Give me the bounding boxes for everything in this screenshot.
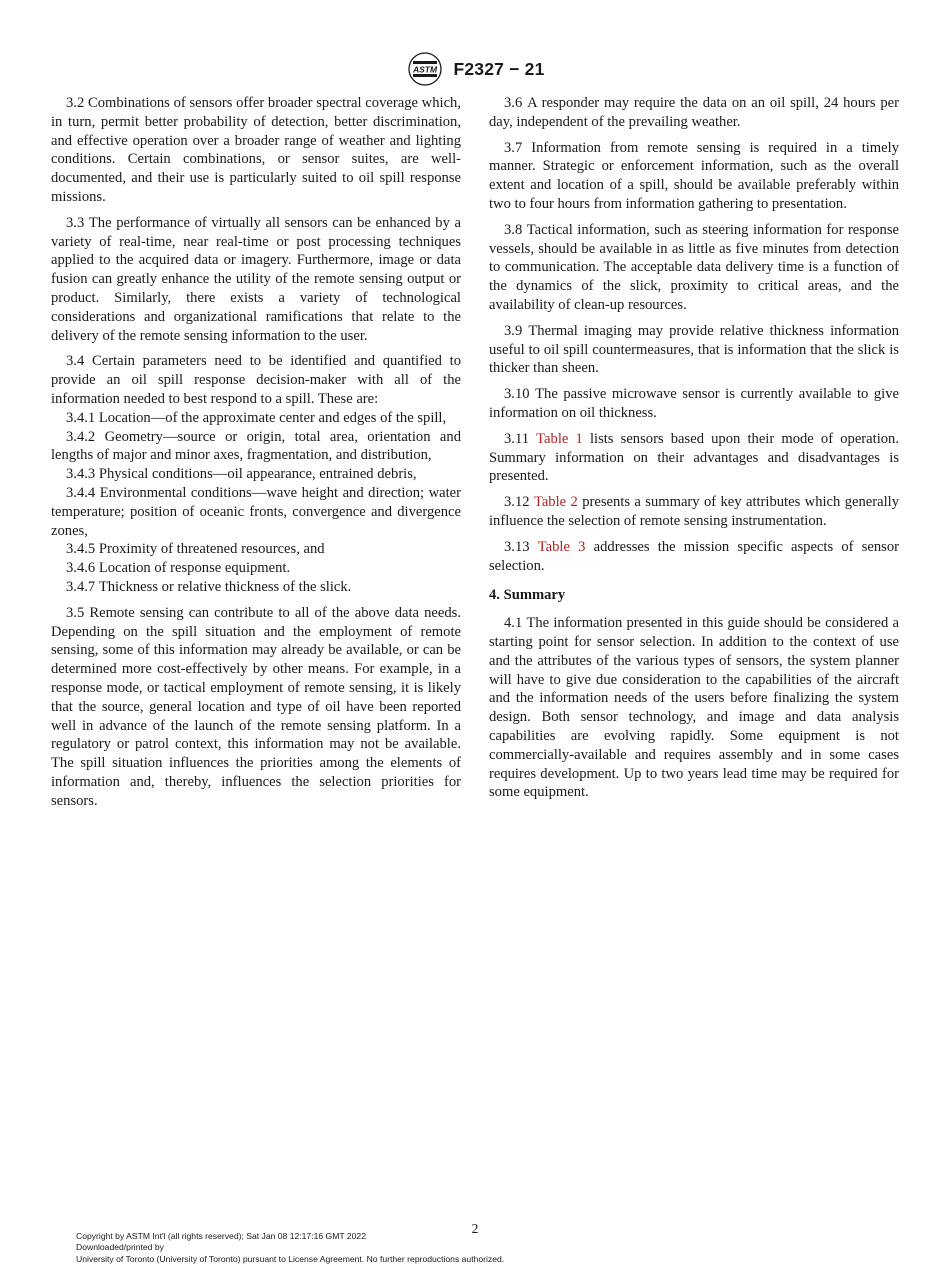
paragraph-text: The passive microwave sensor is currently available to give information on oil thickness. bbox=[489, 386, 899, 421]
clause-number: 3.8 bbox=[504, 221, 523, 238]
paragraph-text: Certain parameters need to be identified and quantified to provide an oil spill response decision-maker with all of the information needed to best respond to a spill. These are: bbox=[51, 353, 461, 407]
paragraph-3-4-3 bbox=[51, 465, 461, 484]
paragraph-3-4-5 bbox=[51, 540, 461, 559]
clause-number: 3.10 bbox=[504, 386, 530, 403]
paragraph-3-5 bbox=[51, 604, 461, 811]
page-header bbox=[0, 52, 950, 86]
paragraph-text: Thermal imaging may provide relative thickness information useful to oil spill countermeasures, that is information that the slick is thicker than sheen. bbox=[489, 322, 899, 377]
paragraph-3-7 bbox=[489, 139, 899, 214]
page-number: 2 bbox=[471, 1221, 479, 1236]
paragraph-text: addresses the mission specific aspects of sensor selection. bbox=[489, 538, 899, 574]
clause-number: 3.4.5 bbox=[66, 541, 96, 558]
footer-license-line: University of Toronto (University of Toronto) pursuant to License Agreement. No further reproductions authorized. bbox=[76, 1253, 505, 1264]
table-1-link[interactable]: Table 1 bbox=[536, 430, 583, 447]
paragraph-text: Location of response equipment. bbox=[98, 560, 291, 577]
clause-number: 3.7 bbox=[504, 139, 523, 156]
clause-number: 3.4.3 bbox=[66, 466, 96, 483]
footer-copyright-line: Copyright by ASTM Int'l (all rights reserved); Sat Jan 08 12:17:16 GMT 2022 bbox=[76, 1231, 366, 1241]
paragraph-3-13 bbox=[489, 538, 899, 576]
right-column bbox=[489, 94, 899, 809]
paragraph-text: Information from remote sensing is required in a timely manner. Strategic or enforcement information, such as the overall extent and location of a spill, should be available preferably within two to four hours from information gathering to presentation. bbox=[489, 139, 899, 212]
paragraph-3-6 bbox=[489, 94, 899, 132]
paragraph-text: A responder may require the data on an oil spill, 24 hours per day, independent of the prevailing weather. bbox=[489, 95, 899, 130]
paragraph-3-10 bbox=[489, 385, 899, 423]
document-id: F2327 − 21 bbox=[453, 58, 545, 79]
paragraph-text: presents a summary of key attributes which generally influence the selection of remote sensing instrumentation. bbox=[489, 494, 899, 529]
paragraph-text: Environmental conditions—wave height and direction; water temperature; position of oceanic fronts, convergence and divergence zones, bbox=[51, 484, 461, 539]
paragraph-3-8 bbox=[489, 221, 899, 315]
footer-downloaded-line: Downloaded/printed by bbox=[76, 1242, 164, 1253]
clause-number: 3.13 bbox=[504, 538, 530, 555]
clause-number: 3.4.2 bbox=[66, 428, 96, 445]
paragraph-text: Remote sensing can contribute to all of the above data needs. Depending on the spill situation and the employment of remote sensing, some of this information may already be available, or can be determined more cost-effectively by other means. For example, in a response mode, or tactical employment of remote sensing, it is likely that the source, general location and type of oil have been reported well in advance of the launch of the remote sensing platform. In a regulatory or patrol context, this information may not be available. The spill situation influences the priorities among the elements of information and, thereby, influences the selection priorities for sensors. bbox=[51, 604, 461, 809]
paragraph-text: Location—of the approximate center and edges of the spill, bbox=[98, 409, 447, 426]
clause-number: 3.4.1 bbox=[66, 409, 96, 426]
clause-number: 3.12 bbox=[504, 494, 530, 511]
paragraph-text: Thickness or relative thickness of the slick. bbox=[98, 578, 352, 595]
clause-number: 3.6 bbox=[504, 95, 523, 111]
paragraph-3-2 bbox=[51, 94, 461, 207]
astm-logo-text: ASTM bbox=[413, 64, 438, 75]
paragraph-text: Physical conditions—oil appearance, entrained debris, bbox=[98, 466, 417, 483]
paragraph-text: Tactical information, such as steering information for response vessels, should be available in as little as five minutes from detection to communication. The acceptable data delivery time is a function of the dynamics of the slick, proximity to critical areas, and the availability of clean-up resources. bbox=[489, 221, 900, 313]
paragraph-3-4-4 bbox=[51, 484, 461, 540]
paragraph-3-4-7 bbox=[51, 578, 461, 597]
astm-logo-icon bbox=[405, 52, 445, 86]
clause-number: 3.4.4 bbox=[66, 484, 96, 501]
paragraph-3-4-6 bbox=[51, 559, 461, 578]
clause-number: 3.11 bbox=[504, 430, 529, 447]
paragraph-text: Geometry—source or origin, total area, orientation and lengths of major and minor axes, fragmentation, and distribution, bbox=[51, 428, 461, 464]
clause-number: 3.4.6 bbox=[66, 560, 96, 577]
paragraph-4-1 bbox=[489, 614, 899, 802]
table-3-link[interactable]: Table 3 bbox=[537, 538, 586, 555]
clause-number: 3.3 bbox=[66, 214, 85, 231]
paragraph-3-11 bbox=[489, 430, 899, 486]
clause-number: 3.4 bbox=[66, 353, 85, 370]
paragraph-text: Combinations of sensors offer broader spectral coverage which, in turn, permit better probability of detection, better discrimination, and effective operation over a broader range of weather and lighting conditions. Certain combinations, or sensor suites, are well-documented, and their use is particularly suited to oil spill response missions. bbox=[51, 95, 461, 205]
clause-number: 3.9 bbox=[504, 322, 523, 339]
section-heading-summary: 4. Summary bbox=[489, 587, 566, 604]
clause-number: 3.2 bbox=[66, 95, 85, 111]
paragraph-3-12 bbox=[489, 493, 899, 531]
clause-number: 3.4.7 bbox=[66, 578, 96, 595]
copyright-footer bbox=[76, 1231, 504, 1265]
left-column bbox=[51, 94, 461, 817]
paragraph-3-9 bbox=[489, 322, 899, 378]
paragraph-3-4-2 bbox=[51, 428, 461, 466]
paragraph-text: lists sensors based upon their mode of operation. Summary information on their advantages and disadvantages is presented. bbox=[489, 430, 899, 485]
paragraph-text: Proximity of threatened resources, and bbox=[98, 541, 325, 558]
table-2-link[interactable]: Table 2 bbox=[533, 494, 578, 511]
clause-number: 3.5 bbox=[66, 604, 85, 621]
paragraph-3-4-1 bbox=[51, 409, 461, 428]
paragraph-text: The information presented in this guide should be considered a starting point for sensor selection. In addition to the context of use and the attributes of the various types of sensors, the system planner will have to give due consideration to the capabilities of the aircraft and the information needs of the users before finalizing the system design. Both sensor technology, and image and data analysis capabilities are evolving rapidly. Some equipment is not commercially-available and requires assembly and in some cases requires development. Up to two years lead time may be required for some equipment. bbox=[489, 615, 899, 801]
clause-number: 4.1 bbox=[504, 615, 523, 632]
paragraph-text: The performance of virtually all sensors can be enhanced by a variety of real-time, near real-time or post processing techniques applied to the acquired data or imagery. Furthermore, image or data fusion can greatly enhance the utility of the remote sensing output or product. Similarly, there exists a variety of technological considerations and organizational ramifications that relate to the delivery of the remote sensing information to the user. bbox=[51, 214, 461, 344]
paragraph-3-4 bbox=[51, 352, 461, 408]
paragraph-3-3 bbox=[51, 214, 461, 346]
